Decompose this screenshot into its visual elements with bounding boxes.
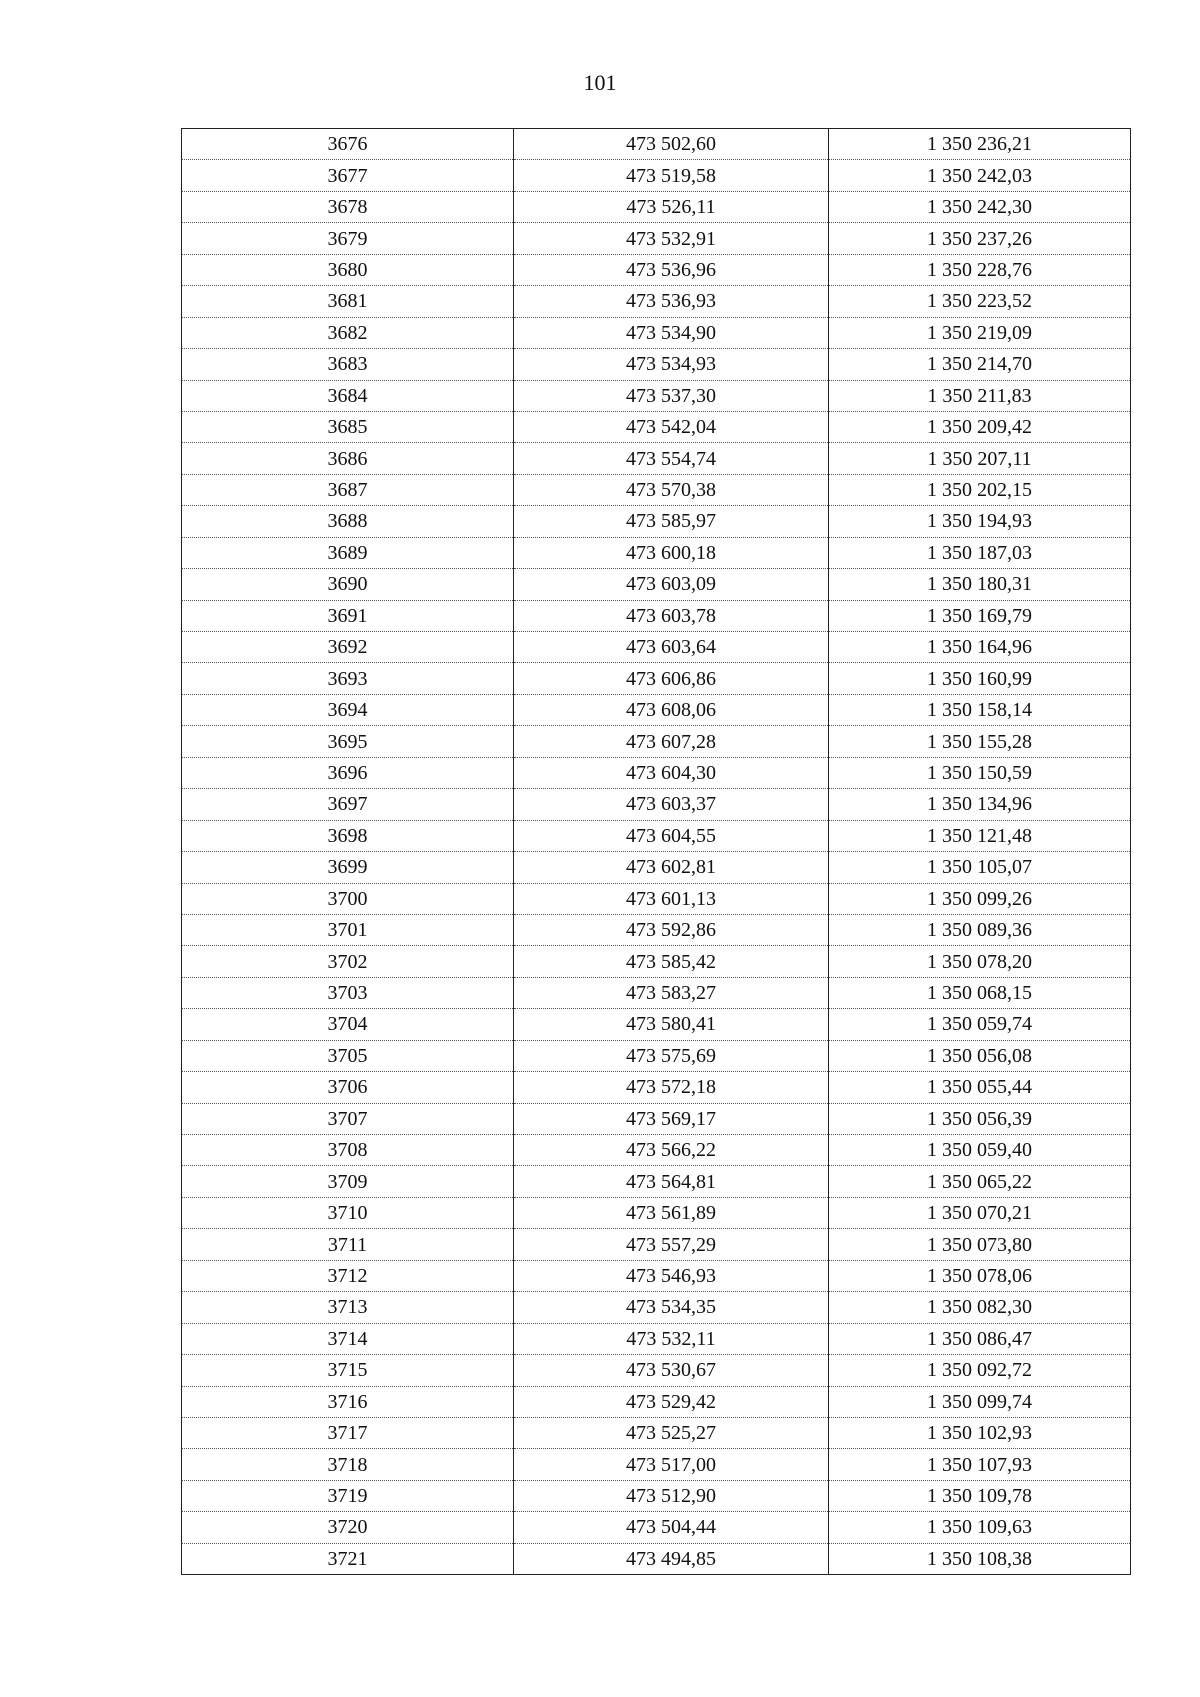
y-coordinate-cell: 1 350 055,44 [829, 1072, 1131, 1103]
x-coordinate-cell: 473 608,06 [514, 694, 829, 725]
point-number-cell: 3688 [182, 506, 514, 537]
x-coordinate-cell: 473 606,86 [514, 663, 829, 694]
x-coordinate-cell: 473 580,41 [514, 1009, 829, 1040]
x-coordinate-cell: 473 554,74 [514, 443, 829, 474]
x-coordinate-cell: 473 532,11 [514, 1323, 829, 1354]
point-number-cell: 3692 [182, 632, 514, 663]
x-coordinate-cell: 473 534,93 [514, 349, 829, 380]
y-coordinate-cell: 1 350 237,26 [829, 223, 1131, 254]
x-coordinate-cell: 473 603,37 [514, 789, 829, 820]
point-number-cell: 3718 [182, 1449, 514, 1480]
point-number-cell: 3720 [182, 1512, 514, 1543]
y-coordinate-cell: 1 350 207,11 [829, 443, 1131, 474]
point-number-cell: 3684 [182, 380, 514, 411]
x-coordinate-cell: 473 494,85 [514, 1543, 829, 1574]
x-coordinate-cell: 473 566,22 [514, 1135, 829, 1166]
table-row [182, 506, 1131, 537]
table-row [182, 1009, 1131, 1040]
y-coordinate-cell: 1 350 211,83 [829, 380, 1131, 411]
point-number-cell: 3703 [182, 977, 514, 1008]
x-coordinate-cell: 473 600,18 [514, 537, 829, 568]
table-row [182, 1449, 1131, 1480]
x-coordinate-cell: 473 604,55 [514, 820, 829, 851]
x-coordinate-cell: 473 536,93 [514, 286, 829, 317]
table-row [182, 1103, 1131, 1134]
y-coordinate-cell: 1 350 089,36 [829, 914, 1131, 945]
x-coordinate-cell: 473 583,27 [514, 977, 829, 1008]
y-coordinate-cell: 1 350 228,76 [829, 254, 1131, 285]
y-coordinate-cell: 1 350 078,20 [829, 946, 1131, 977]
x-coordinate-cell: 473 602,81 [514, 852, 829, 883]
point-number-cell: 3689 [182, 537, 514, 568]
y-coordinate-cell: 1 350 056,08 [829, 1040, 1131, 1071]
point-number-cell: 3706 [182, 1072, 514, 1103]
point-number-cell: 3699 [182, 852, 514, 883]
y-coordinate-cell: 1 350 155,28 [829, 726, 1131, 757]
table-row [182, 317, 1131, 348]
table-row [182, 537, 1131, 568]
x-coordinate-cell: 473 604,30 [514, 757, 829, 788]
x-coordinate-cell: 473 572,18 [514, 1072, 829, 1103]
y-coordinate-cell: 1 350 164,96 [829, 632, 1131, 663]
x-coordinate-cell: 473 585,42 [514, 946, 829, 977]
point-number-cell: 3704 [182, 1009, 514, 1040]
table-row [182, 443, 1131, 474]
x-coordinate-cell: 473 607,28 [514, 726, 829, 757]
point-number-cell: 3716 [182, 1386, 514, 1417]
point-number-cell: 3687 [182, 474, 514, 505]
y-coordinate-cell: 1 350 121,48 [829, 820, 1131, 851]
y-coordinate-cell: 1 350 105,07 [829, 852, 1131, 883]
table-row [182, 977, 1131, 1008]
point-number-cell: 3711 [182, 1229, 514, 1260]
point-number-cell: 3709 [182, 1166, 514, 1197]
point-number-cell: 3713 [182, 1292, 514, 1323]
point-number-cell: 3700 [182, 883, 514, 914]
point-number-cell: 3676 [182, 129, 514, 160]
x-coordinate-cell: 473 517,00 [514, 1449, 829, 1480]
point-number-cell: 3686 [182, 443, 514, 474]
point-number-cell: 3702 [182, 946, 514, 977]
y-coordinate-cell: 1 350 187,03 [829, 537, 1131, 568]
y-coordinate-cell: 1 350 078,06 [829, 1260, 1131, 1291]
x-coordinate-cell: 473 504,44 [514, 1512, 829, 1543]
x-coordinate-cell: 473 575,69 [514, 1040, 829, 1071]
y-coordinate-cell: 1 350 092,72 [829, 1355, 1131, 1386]
table-row [182, 632, 1131, 663]
table-row [182, 380, 1131, 411]
table-row [182, 569, 1131, 600]
y-coordinate-cell: 1 350 070,21 [829, 1197, 1131, 1228]
point-number-cell: 3690 [182, 569, 514, 600]
point-number-cell: 3696 [182, 757, 514, 788]
table-row [182, 1386, 1131, 1417]
table-row [182, 1072, 1131, 1103]
table-row [182, 663, 1131, 694]
table-row [182, 474, 1131, 505]
y-coordinate-cell: 1 350 056,39 [829, 1103, 1131, 1134]
coordinates-table [181, 128, 1131, 1575]
y-coordinate-cell: 1 350 099,26 [829, 883, 1131, 914]
table-row [182, 1417, 1131, 1448]
y-coordinate-cell: 1 350 107,93 [829, 1449, 1131, 1480]
point-number-cell: 3691 [182, 600, 514, 631]
y-coordinate-cell: 1 350 068,15 [829, 977, 1131, 1008]
point-number-cell: 3682 [182, 317, 514, 348]
point-number-cell: 3701 [182, 914, 514, 945]
y-coordinate-cell: 1 350 158,14 [829, 694, 1131, 725]
x-coordinate-cell: 473 536,96 [514, 254, 829, 285]
x-coordinate-cell: 473 561,89 [514, 1197, 829, 1228]
table-row [182, 600, 1131, 631]
table-row [182, 726, 1131, 757]
x-coordinate-cell: 473 546,93 [514, 1260, 829, 1291]
x-coordinate-cell: 473 601,13 [514, 883, 829, 914]
point-number-cell: 3708 [182, 1135, 514, 1166]
point-number-cell: 3695 [182, 726, 514, 757]
x-coordinate-cell: 473 525,27 [514, 1417, 829, 1448]
y-coordinate-cell: 1 350 065,22 [829, 1166, 1131, 1197]
table-row [182, 1260, 1131, 1291]
x-coordinate-cell: 473 564,81 [514, 1166, 829, 1197]
y-coordinate-cell: 1 350 134,96 [829, 789, 1131, 820]
point-number-cell: 3710 [182, 1197, 514, 1228]
x-coordinate-cell: 473 603,64 [514, 632, 829, 663]
y-coordinate-cell: 1 350 223,52 [829, 286, 1131, 317]
table-row [182, 1480, 1131, 1511]
table-row [182, 946, 1131, 977]
x-coordinate-cell: 473 542,04 [514, 411, 829, 442]
table-row [182, 1292, 1131, 1323]
table-row [182, 1323, 1131, 1354]
y-coordinate-cell: 1 350 109,63 [829, 1512, 1131, 1543]
y-coordinate-cell: 1 350 219,09 [829, 317, 1131, 348]
point-number-cell: 3715 [182, 1355, 514, 1386]
x-coordinate-cell: 473 512,90 [514, 1480, 829, 1511]
x-coordinate-cell: 473 534,90 [514, 317, 829, 348]
table-row [182, 914, 1131, 945]
point-number-cell: 3693 [182, 663, 514, 694]
point-number-cell: 3681 [182, 286, 514, 317]
table-row [182, 820, 1131, 851]
x-coordinate-cell: 473 519,58 [514, 160, 829, 191]
point-number-cell: 3705 [182, 1040, 514, 1071]
x-coordinate-cell: 473 603,78 [514, 600, 829, 631]
table-row [182, 1229, 1131, 1260]
coordinates-table-body [182, 129, 1131, 1575]
point-number-cell: 3694 [182, 694, 514, 725]
y-coordinate-cell: 1 350 086,47 [829, 1323, 1131, 1354]
point-number-cell: 3679 [182, 223, 514, 254]
table-row [182, 349, 1131, 380]
point-number-cell: 3714 [182, 1323, 514, 1354]
y-coordinate-cell: 1 350 209,42 [829, 411, 1131, 442]
y-coordinate-cell: 1 350 108,38 [829, 1543, 1131, 1574]
y-coordinate-cell: 1 350 214,70 [829, 349, 1131, 380]
point-number-cell: 3685 [182, 411, 514, 442]
y-coordinate-cell: 1 350 242,30 [829, 191, 1131, 222]
x-coordinate-cell: 473 529,42 [514, 1386, 829, 1417]
x-coordinate-cell: 473 592,86 [514, 914, 829, 945]
y-coordinate-cell: 1 350 180,31 [829, 569, 1131, 600]
point-number-cell: 3677 [182, 160, 514, 191]
y-coordinate-cell: 1 350 059,40 [829, 1135, 1131, 1166]
x-coordinate-cell: 473 526,11 [514, 191, 829, 222]
table-row [182, 1135, 1131, 1166]
y-coordinate-cell: 1 350 169,79 [829, 600, 1131, 631]
point-number-cell: 3678 [182, 191, 514, 222]
x-coordinate-cell: 473 570,38 [514, 474, 829, 505]
y-coordinate-cell: 1 350 109,78 [829, 1480, 1131, 1511]
table-row [182, 757, 1131, 788]
point-number-cell: 3712 [182, 1260, 514, 1291]
table-row [182, 1355, 1131, 1386]
table-row [182, 1040, 1131, 1071]
table-row [182, 286, 1131, 317]
y-coordinate-cell: 1 350 242,03 [829, 160, 1131, 191]
table-row [182, 1166, 1131, 1197]
table-row [182, 789, 1131, 820]
x-coordinate-cell: 473 557,29 [514, 1229, 829, 1260]
x-coordinate-cell: 473 502,60 [514, 129, 829, 160]
point-number-cell: 3717 [182, 1417, 514, 1448]
x-coordinate-cell: 473 534,35 [514, 1292, 829, 1323]
page-number: 101 [583, 70, 617, 95]
x-coordinate-cell: 473 603,09 [514, 569, 829, 600]
table-row [182, 1543, 1131, 1574]
table-row [182, 411, 1131, 442]
point-number-cell: 3697 [182, 789, 514, 820]
y-coordinate-cell: 1 350 150,59 [829, 757, 1131, 788]
table-row [182, 694, 1131, 725]
y-coordinate-cell: 1 350 102,93 [829, 1417, 1131, 1448]
table-row [182, 160, 1131, 191]
y-coordinate-cell: 1 350 194,93 [829, 506, 1131, 537]
x-coordinate-cell: 473 532,91 [514, 223, 829, 254]
y-coordinate-cell: 1 350 236,21 [829, 129, 1131, 160]
y-coordinate-cell: 1 350 202,15 [829, 474, 1131, 505]
point-number-cell: 3698 [182, 820, 514, 851]
table-row [182, 1197, 1131, 1228]
point-number-cell: 3719 [182, 1480, 514, 1511]
point-number-cell: 3721 [182, 1543, 514, 1574]
x-coordinate-cell: 473 585,97 [514, 506, 829, 537]
y-coordinate-cell: 1 350 160,99 [829, 663, 1131, 694]
table-row [182, 254, 1131, 285]
x-coordinate-cell: 473 537,30 [514, 380, 829, 411]
point-number-cell: 3707 [182, 1103, 514, 1134]
y-coordinate-cell: 1 350 082,30 [829, 1292, 1131, 1323]
table-row [182, 129, 1131, 160]
x-coordinate-cell: 473 569,17 [514, 1103, 829, 1134]
point-number-cell: 3683 [182, 349, 514, 380]
y-coordinate-cell: 1 350 059,74 [829, 1009, 1131, 1040]
table-row [182, 883, 1131, 914]
table-row [182, 223, 1131, 254]
y-coordinate-cell: 1 350 099,74 [829, 1386, 1131, 1417]
y-coordinate-cell: 1 350 073,80 [829, 1229, 1131, 1260]
table-row [182, 1512, 1131, 1543]
table-row [182, 852, 1131, 883]
table-row [182, 191, 1131, 222]
x-coordinate-cell: 473 530,67 [514, 1355, 829, 1386]
point-number-cell: 3680 [182, 254, 514, 285]
